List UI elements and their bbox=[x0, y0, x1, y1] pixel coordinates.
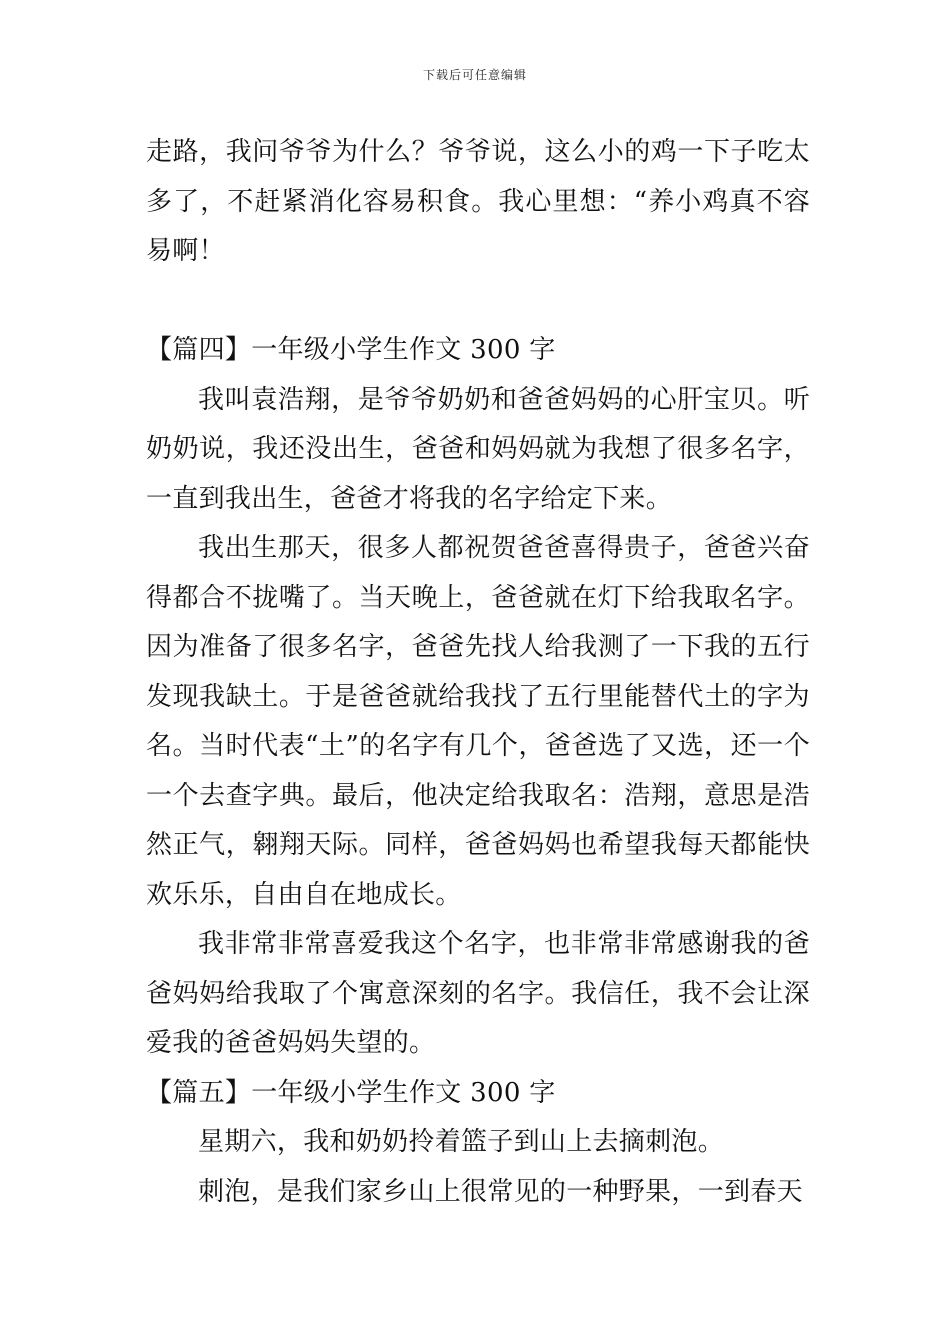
paragraph-2: 我出生那天，很多人都祝贺爸爸喜得贵子，爸爸兴奋得都合不拢嘴了。当天晚上，爸爸就在灯下给我取名字。因为准备了很多名字，爸爸先找人给我测了一下我的五行发现我缺土。于是爸爸就给我找了五行里能替代土的字为名。当时代表“土”的名字有几个，爸爸选了又选，还一个一个去查字典。最后，他决定给我取名：浩翔，意思是浩然正气，翱翔天际。同样，爸爸妈妈也希望我每天都能快欢乐乐，自由自在地成长。 bbox=[146, 533, 810, 910]
blank-line bbox=[146, 277, 810, 327]
paragraph-3: 我非常非常喜爱我这个名字，也非常非常感谢我的爸爸妈妈给我取了个寓意深刻的名字。我信任，我不会让深爱我的爸爸妈妈失望的。 bbox=[146, 929, 810, 1058]
section-heading-5: 【篇五】一年级小学生作文 300 字 bbox=[146, 1077, 556, 1108]
paragraph-5: 刺泡，是我们家乡山上很常见的一种野果，一到春天 bbox=[198, 1176, 803, 1207]
page-header: 下载后可任意编辑 bbox=[422, 68, 527, 82]
paragraph-1: 我叫袁浩翔，是爷爷奶奶和爸爸妈妈的心肝宝贝。听奶奶说，我还没出生，爸爸和妈妈就为我想了很多名字，一直到我出生，爸爸才将我的名字给定下来。 bbox=[146, 384, 810, 514]
document-body bbox=[146, 128, 810, 1217]
section-heading-4: 【篇四】一年级小学生作文 300 字 bbox=[146, 335, 556, 365]
paragraph-continued: 走路，我问爷爷为什么？爷爷说，这么小的鸡一下子吃太多了，不赶紧消化容易积食。我心里想：“养小鸡真不容易啊！ bbox=[146, 137, 810, 266]
paragraph-4: 星期六，我和奶奶拎着篮子到山上去摘刺泡。 bbox=[198, 1127, 725, 1157]
